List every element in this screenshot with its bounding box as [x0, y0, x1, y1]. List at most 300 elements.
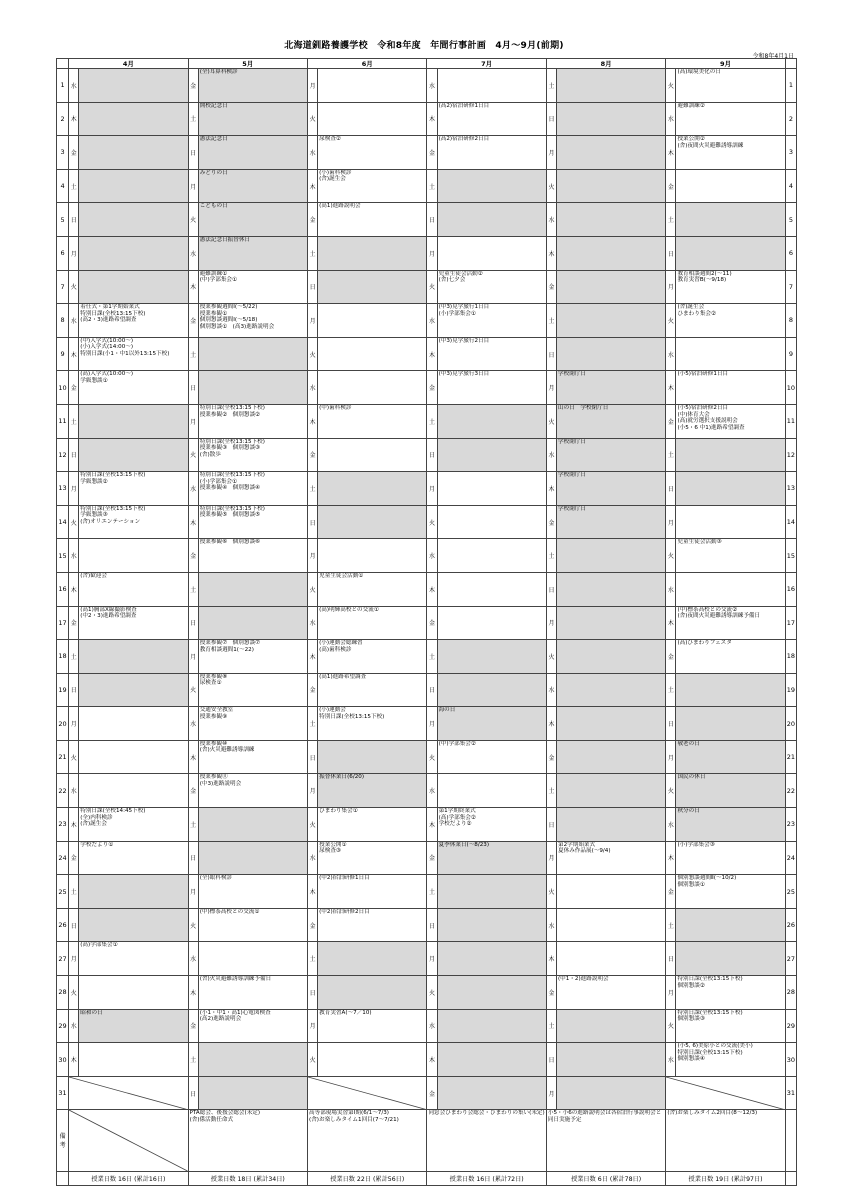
weekday: 月: [427, 942, 437, 976]
weekday: 月: [69, 707, 79, 741]
event-cell: 秋分の日: [676, 808, 785, 842]
event-cell: 特別日課(全校13:15下校) 学級懇談③ (舎)オリエンテーション: [79, 505, 188, 539]
event-cell: (高2)宿泊研修2日目: [437, 136, 546, 170]
weekday: 金: [188, 539, 198, 573]
empty-day-cell: [308, 1076, 427, 1110]
event-cell: [318, 740, 427, 774]
weekday: 水: [546, 908, 556, 942]
weekday: 金: [666, 404, 676, 438]
weekday: 水: [427, 304, 437, 338]
day-row: [57, 707, 797, 741]
weekday: 火: [427, 505, 437, 539]
event-cell: [557, 539, 666, 573]
weekday: 土: [308, 942, 318, 976]
event-cell: (中)入学式(10:00～) (小)入学式(14:00～) 特別日課(小1・中1以外13:15下校): [79, 337, 188, 371]
event-cell: [79, 1043, 188, 1077]
event-cell: [557, 270, 666, 304]
event-cell: 学校閉庁日: [557, 371, 666, 405]
event-cell: (中1・2)進路説明会: [557, 976, 666, 1010]
event-cell: [79, 438, 188, 472]
empty-day-cell: [666, 1076, 785, 1110]
event-cell: [437, 1009, 546, 1043]
weekday: 火: [69, 976, 79, 1010]
event-cell: 国民の休日: [676, 774, 785, 808]
day-row: [57, 404, 797, 438]
event-cell: [79, 740, 188, 774]
event-cell: 特別日課(全校13:15下校) 個別懇談②: [676, 976, 785, 1010]
event-cell: [198, 337, 307, 371]
day-number: 13: [57, 472, 69, 506]
event-cell: こどもの日: [198, 203, 307, 237]
month-header: 5月: [188, 59, 307, 69]
month-header: 8月: [546, 59, 665, 69]
event-cell: [318, 438, 427, 472]
event-cell: (小)運動会 特別日課(全校13:15下校): [318, 707, 427, 741]
event-cell: [198, 371, 307, 405]
event-cell: [437, 169, 546, 203]
notes-end: [785, 1110, 796, 1172]
day-number: 14: [57, 505, 69, 539]
event-cell: 昭和の日: [79, 1009, 188, 1043]
event-cell: [318, 1043, 427, 1077]
weekday: 木: [188, 505, 198, 539]
weekday: 月: [188, 169, 198, 203]
month-header-row: [57, 59, 797, 69]
weekday: 木: [546, 472, 556, 506]
weekday: 金: [69, 606, 79, 640]
weekday: 日: [666, 236, 676, 270]
event-cell: [318, 69, 427, 103]
month-header: 9月: [666, 59, 785, 69]
weekday: 水: [308, 371, 318, 405]
day-number: 20: [57, 707, 69, 741]
day-number: 10: [785, 371, 796, 405]
weekday: 木: [666, 136, 676, 170]
day-row: [57, 203, 797, 237]
day-row: [57, 1009, 797, 1043]
event-cell: [318, 976, 427, 1010]
weekday: 木: [69, 102, 79, 136]
day-number: 16: [57, 572, 69, 606]
weekday: 水: [666, 102, 676, 136]
event-cell: 教育実習A(～7／10): [318, 1009, 427, 1043]
event-cell: [198, 841, 307, 875]
weekday: 木: [666, 606, 676, 640]
month-header: 7月: [427, 59, 546, 69]
event-cell: 憲法記念日: [198, 136, 307, 170]
event-cell: 児童生徒会活動①: [318, 572, 427, 606]
event-cell: [676, 505, 785, 539]
day-number: 27: [785, 942, 796, 976]
header-corner: [785, 59, 796, 69]
weekday: 火: [427, 270, 437, 304]
weekday: 木: [546, 942, 556, 976]
weekday: 月: [546, 606, 556, 640]
event-cell: [79, 404, 188, 438]
event-cell: (高1)進路希望調査: [318, 673, 427, 707]
event-cell: [318, 505, 427, 539]
weekday: 月: [546, 371, 556, 405]
weekday: 木: [427, 102, 437, 136]
event-cell: 授業参観週間Ⅰ(～5/22) 授業参観① 個別懇談週間Ⅰ(～5/18) 個別懇談① (高3)進路説明会: [198, 304, 307, 338]
weekday: 木: [69, 572, 79, 606]
weekday: 月: [188, 875, 198, 909]
event-cell: [557, 169, 666, 203]
event-cell: [318, 539, 427, 573]
days-corner: [785, 1172, 796, 1186]
weekday: 水: [546, 673, 556, 707]
day-number: 1: [785, 69, 796, 103]
event-cell: [676, 942, 785, 976]
event-cell: [198, 572, 307, 606]
weekday: 日: [308, 270, 318, 304]
weekday: 土: [666, 908, 676, 942]
weekday: 金: [69, 371, 79, 405]
event-cell: 教育相談週間2(～11) 教育実習B(～9/18): [676, 270, 785, 304]
weekday: 日: [69, 673, 79, 707]
event-cell: [676, 707, 785, 741]
weekday: 火: [308, 102, 318, 136]
weekday: 日: [546, 572, 556, 606]
weekday: 水: [188, 707, 198, 741]
weekday: 日: [427, 203, 437, 237]
school-days: 授業日数 16日 (累計16日): [69, 1172, 188, 1186]
event-cell: (高)環境美化の日: [676, 69, 785, 103]
weekday: 金: [188, 304, 198, 338]
event-cell: [437, 640, 546, 674]
event-cell: 特別日課(全校13:15下校) 個別懇談③: [676, 1009, 785, 1043]
weekday: 水: [427, 1009, 437, 1043]
event-cell: 特別日課(全校13:15下校) (小)学部集会① 授業参観④ 個別懇談④: [198, 472, 307, 506]
day-number: 6: [785, 236, 796, 270]
event-cell: [557, 707, 666, 741]
weekday: 火: [666, 304, 676, 338]
event-cell: [557, 1043, 666, 1077]
weekday: 木: [666, 371, 676, 405]
weekday: 木: [308, 640, 318, 674]
weekday: 日: [308, 505, 318, 539]
day-row: [57, 673, 797, 707]
weekday: 水: [666, 337, 676, 371]
event-cell: [79, 539, 188, 573]
event-cell: [318, 102, 427, 136]
day-number: 21: [57, 740, 69, 774]
event-cell: 特別日課(全校14:45下校) (全)内科検診 (舎)誕生会: [79, 808, 188, 842]
event-cell: [557, 808, 666, 842]
day-number: 15: [785, 539, 796, 573]
day-row: [57, 69, 797, 103]
weekday: 日: [546, 337, 556, 371]
event-cell: [437, 472, 546, 506]
weekday: 月: [188, 404, 198, 438]
weekday: 木: [546, 236, 556, 270]
weekday: 月: [69, 472, 79, 506]
notes-cell: 同窓会ひまわり会総会・ひまわりの集い(未定): [427, 1110, 546, 1172]
weekday: 木: [546, 707, 556, 741]
day-number: 22: [785, 774, 796, 808]
weekday: 水: [546, 203, 556, 237]
day-number: 28: [57, 976, 69, 1010]
weekday: 土: [546, 1009, 556, 1043]
event-cell: [676, 908, 785, 942]
day-number: 19: [57, 673, 69, 707]
day-number: 24: [785, 841, 796, 875]
day-number: 25: [785, 875, 796, 909]
event-cell: (小)学部集会③: [676, 841, 785, 875]
weekday: 月: [188, 640, 198, 674]
weekday: 日: [546, 1043, 556, 1077]
event-cell: [198, 808, 307, 842]
day-row: [57, 472, 797, 506]
weekday: 土: [308, 236, 318, 270]
event-cell: [437, 236, 546, 270]
event-cell: 授業参観⑥ 個別懇談⑥: [198, 539, 307, 573]
event-cell: 海の日: [437, 707, 546, 741]
event-cell: 山の日 学校閉庁日: [557, 404, 666, 438]
weekday: 水: [188, 942, 198, 976]
weekday: 水: [69, 539, 79, 573]
event-cell: [79, 707, 188, 741]
event-cell: [676, 236, 785, 270]
event-cell: [437, 404, 546, 438]
day-row: [57, 438, 797, 472]
weekday: 日: [666, 942, 676, 976]
event-cell: 敬老の日: [676, 740, 785, 774]
event-cell: (小5)宿泊研修2日目 (中)体育大会 (高)就労選択支援説明会 (小5・6 中1)進路希望調査: [676, 404, 785, 438]
day-number: 5: [57, 203, 69, 237]
event-cell: [676, 169, 785, 203]
weekday: 金: [546, 270, 556, 304]
weekday: 木: [188, 270, 198, 304]
weekday: 水: [69, 774, 79, 808]
weekday: 水: [666, 1043, 676, 1077]
event-cell: [79, 102, 188, 136]
weekday: 土: [427, 640, 437, 674]
weekday: 金: [546, 740, 556, 774]
weekday: 土: [69, 875, 79, 909]
day-number: 31: [57, 1076, 69, 1110]
event-cell: みどりの日: [198, 169, 307, 203]
weekday: 火: [666, 539, 676, 573]
event-cell: 開校記念日: [198, 102, 307, 136]
weekday: 金: [188, 1009, 198, 1043]
weekday: 日: [69, 908, 79, 942]
weekday: 月: [427, 472, 437, 506]
weekday: 金: [188, 774, 198, 808]
event-cell: [198, 606, 307, 640]
weekday: 日: [188, 606, 198, 640]
day-row: [57, 1076, 797, 1110]
event-cell: (舎)歓迎会: [79, 572, 188, 606]
event-cell: (中)標茶高校との交流①: [198, 908, 307, 942]
weekday: 火: [188, 908, 198, 942]
event-cell: [557, 203, 666, 237]
day-number: 24: [57, 841, 69, 875]
weekday: 土: [546, 774, 556, 808]
day-number: 3: [785, 136, 796, 170]
event-cell: (中)標茶高校との交流② (舎)夜間火災避難誘導訓練予備日: [676, 606, 785, 640]
event-cell: (中)歯科検診: [318, 404, 427, 438]
event-cell: [557, 673, 666, 707]
weekday: 木: [308, 875, 318, 909]
day-row: [57, 908, 797, 942]
event-cell: [557, 740, 666, 774]
day-row: [57, 841, 797, 875]
day-number: 19: [785, 673, 796, 707]
day-number: 11: [785, 404, 796, 438]
weekday: 土: [666, 203, 676, 237]
day-number: 3: [57, 136, 69, 170]
weekday: 水: [188, 236, 198, 270]
event-cell: 児童生徒会活動③: [676, 539, 785, 573]
day-row: [57, 169, 797, 203]
event-cell: (高2)宿泊研修1日目: [437, 102, 546, 136]
event-cell: [557, 69, 666, 103]
event-cell: [676, 673, 785, 707]
weekday: 火: [308, 1043, 318, 1077]
weekday: 土: [427, 875, 437, 909]
day-row: [57, 606, 797, 640]
day-row: [57, 1043, 797, 1077]
event-cell: [318, 472, 427, 506]
school-days: 授業日数 18日 (累計34日): [188, 1172, 307, 1186]
event-cell: [198, 942, 307, 976]
weekday: 水: [308, 136, 318, 170]
event-cell: [437, 438, 546, 472]
event-cell: [437, 539, 546, 573]
event-cell: [437, 606, 546, 640]
event-cell: [79, 673, 188, 707]
school-days: 授業日数 22日 (累計56日): [308, 1172, 427, 1186]
weekday: 土: [546, 304, 556, 338]
day-number: 5: [785, 203, 796, 237]
day-number: 17: [57, 606, 69, 640]
weekday: 水: [427, 539, 437, 573]
weekday: 日: [69, 203, 79, 237]
day-number: 8: [57, 304, 69, 338]
weekday: 土: [188, 337, 198, 371]
event-cell: (小5, 6)美原小との交流(美小) 特別日課(全校13:15下校) 個別懇談④: [676, 1043, 785, 1077]
event-cell: (舎)誕生会 ひまわり集会②: [676, 304, 785, 338]
day-number: 18: [57, 640, 69, 674]
day-number: 29: [785, 1009, 796, 1043]
day-number: 9: [785, 337, 796, 371]
event-cell: 尿検査②: [318, 136, 427, 170]
event-cell: [198, 1043, 307, 1077]
event-cell: [318, 337, 427, 371]
day-number: 4: [785, 169, 796, 203]
event-cell: 第2学期始業式 夏休み作品展(～9/4): [557, 841, 666, 875]
weekday: 日: [546, 102, 556, 136]
event-cell: [676, 203, 785, 237]
event-cell: [79, 203, 188, 237]
day-number: 12: [785, 438, 796, 472]
weekday: 金: [69, 841, 79, 875]
event-cell: (舎)火災避難誘導訓練予備日: [198, 976, 307, 1010]
event-cell: 学校だより①: [79, 841, 188, 875]
weekday: 木: [427, 572, 437, 606]
event-cell: ひまわり集会①: [318, 808, 427, 842]
event-cell: (全)眼科検診: [198, 875, 307, 909]
weekday: 土: [188, 1043, 198, 1077]
day-row: [57, 942, 797, 976]
day-number: 26: [785, 908, 796, 942]
event-cell: [557, 640, 666, 674]
event-cell: (高1)胸部X線撮影検査 (中2・3)進路希望調査: [79, 606, 188, 640]
day-number: 9: [57, 337, 69, 371]
weekday: 木: [308, 169, 318, 203]
day-number: 15: [57, 539, 69, 573]
weekday: 日: [427, 908, 437, 942]
event-cell: 避難訓練②: [676, 102, 785, 136]
event-cell: [79, 640, 188, 674]
event-cell: 特別日課(全校13:15下校) 授業参観② 個別懇談②: [198, 404, 307, 438]
day-number: 7: [785, 270, 796, 304]
weekday: 金: [427, 606, 437, 640]
day-row: [57, 572, 797, 606]
day-number: 30: [785, 1043, 796, 1077]
event-cell: (高)学部集会①: [79, 942, 188, 976]
weekday: 土: [188, 572, 198, 606]
weekday: 木: [666, 841, 676, 875]
weekday: 日: [308, 740, 318, 774]
weekday: 土: [308, 472, 318, 506]
notes-cell: PTA総会、後援会総会(未定) (舎)係活動任命式: [188, 1110, 307, 1172]
weekday: 月: [427, 236, 437, 270]
day-number: 14: [785, 505, 796, 539]
event-cell: 振替休業日(6/20): [318, 774, 427, 808]
notes-cell: 高等部現場実習第Ⅰ期(6/1～7/3) (舎)お楽しみタイム1回目(7～7/21): [308, 1110, 427, 1172]
event-cell: [676, 472, 785, 506]
event-cell: 特別日課(全校13:15下校) 授業参観③ 個別懇談③ (舎)散歩: [198, 438, 307, 472]
weekday: 月: [308, 539, 318, 573]
event-cell: [318, 236, 427, 270]
weekday: 土: [666, 673, 676, 707]
weekday: 月: [308, 774, 318, 808]
event-cell: [557, 774, 666, 808]
day-number: 31: [785, 1076, 796, 1110]
event-cell: 特別日課(全校13:15下校) 授業参観⑤ 個別懇談⑤: [198, 505, 307, 539]
weekday: 日: [188, 136, 198, 170]
event-cell: [437, 203, 546, 237]
event-cell: [557, 875, 666, 909]
day-number: 27: [57, 942, 69, 976]
event-cell: 憲法記念日振替休日: [198, 236, 307, 270]
event-cell: 学校閉庁日: [557, 505, 666, 539]
event-cell: [79, 136, 188, 170]
diagonal-line: [666, 1077, 784, 1110]
weekday: 水: [546, 438, 556, 472]
weekday: 金: [427, 1076, 437, 1110]
event-cell: 第1学期終業式 (高)学部集会② 学校だより②: [437, 808, 546, 842]
event-cell: [437, 875, 546, 909]
weekday: 金: [188, 69, 198, 103]
weekday: 火: [308, 808, 318, 842]
weekday: 月: [546, 841, 556, 875]
day-row: [57, 337, 797, 371]
weekday: 火: [546, 640, 556, 674]
weekday: 水: [308, 841, 318, 875]
day-row: [57, 371, 797, 405]
days-corner: [57, 1172, 69, 1186]
event-cell: 授業参観⑪ (中3)進路説明会: [198, 774, 307, 808]
weekday: 土: [308, 707, 318, 741]
event-cell: [437, 774, 546, 808]
weekday: 金: [427, 371, 437, 405]
event-cell: [557, 304, 666, 338]
notes-label: 備 考: [57, 1110, 69, 1172]
weekday: 金: [666, 169, 676, 203]
